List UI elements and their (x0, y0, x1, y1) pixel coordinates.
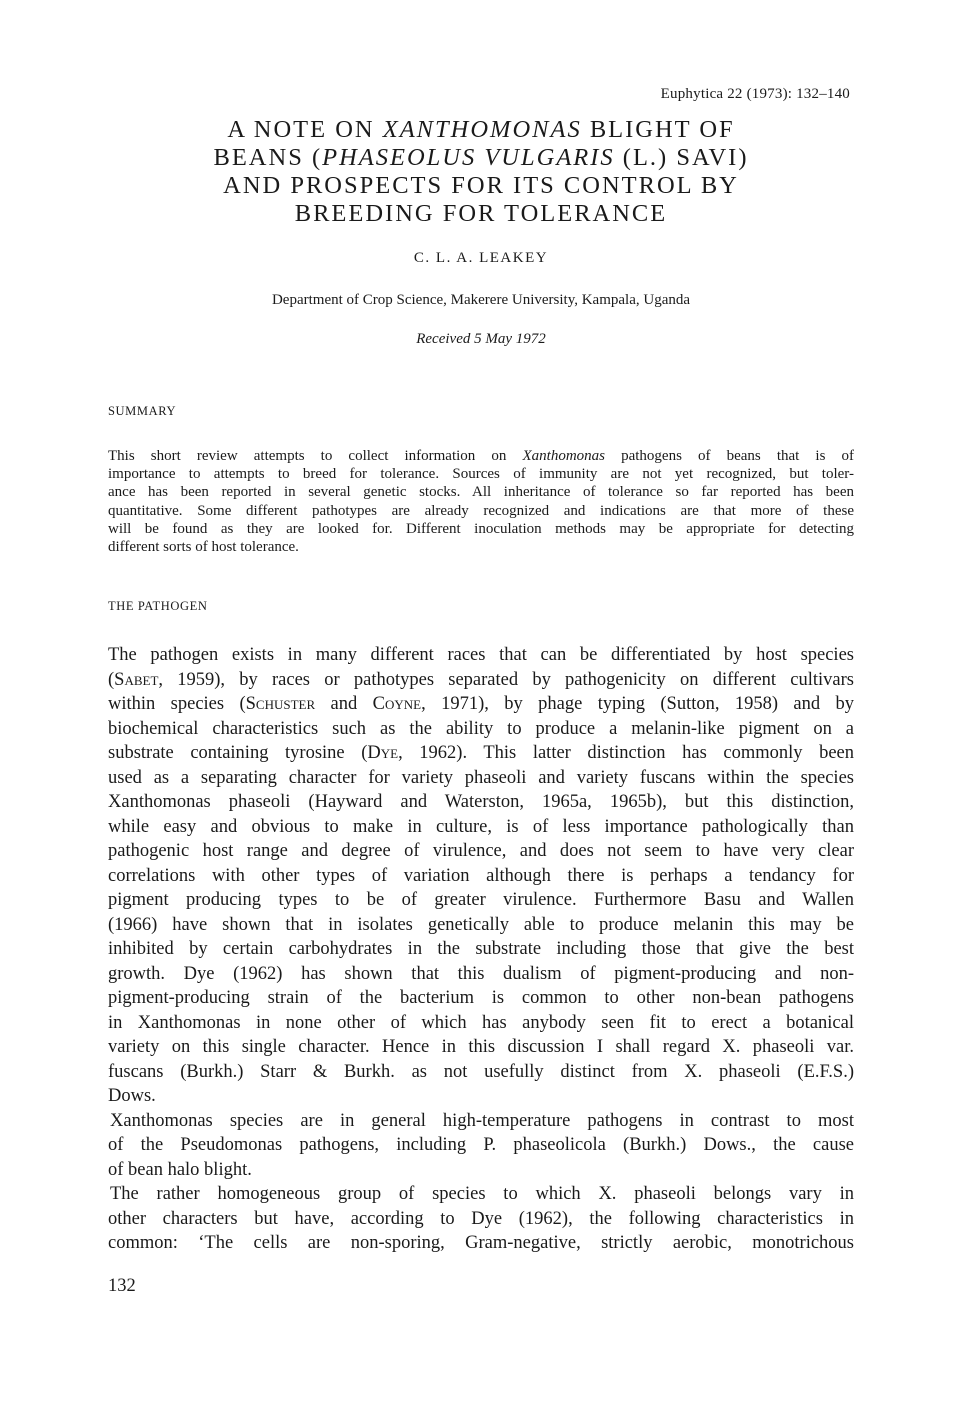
body-line: of the Pseudomonas pathogens, including P. phaseolicola (Burkh.) Dows., the cause (108, 1135, 854, 1155)
body-line: used as a separating character for variety phaseoli and variety fuscans within the species (108, 767, 854, 788)
body-line: of bean halo blight. (108, 1159, 252, 1180)
summary-line: quantitative. Some different pathotypes are already recognized and indications are that more of these (108, 502, 854, 519)
body-line: other characters but have, according to Dye (1962), the following characteristics in (108, 1208, 854, 1229)
body-line: The pathogen exists in many different races that can be differentiated by host species (108, 645, 854, 665)
author-affiliation: Department of Crop Science, Makerere University, Kampala, Uganda (271, 292, 691, 308)
summary-line: different sorts of host tolerance. (108, 539, 299, 556)
body-line: variety on this single character. Hence in this discussion I shall regard X. phaseoli var. (108, 1037, 854, 1057)
title-line: BEANS (PHASEOLUS VULGARIS (L.) SAVI) (213, 144, 749, 171)
summary-heading: SUMMARY (108, 404, 177, 418)
title-line: BREEDING FOR TOLERANCE (294, 200, 668, 227)
pathogen-text (108, 643, 854, 1256)
title-line: A NOTE ON XANTHOMONAS BLIGHT OF (227, 116, 735, 143)
body-line: common: ‘The cells are non-sporing, Gram-negative, strictly aerobic, monotrichous (108, 1233, 854, 1253)
body-line: (1966) have shown that in isolates genetically able to produce melanin this may be (108, 914, 854, 935)
paper-title (108, 116, 854, 228)
body-line: fuscans (Burkh.) Starr & Burkh. as not usefully distinct from X. phaseoli (E.F.S.) (108, 1061, 854, 1082)
body-line: substrate containing tyrosine (Dye, 1962). This latter distinction has commonly been (108, 743, 854, 763)
body-line: inhibited by certain carbohydrates in the substrate including those that give the best (108, 939, 854, 959)
summary-line: will be found as they are looked for. Different inoculation methods may be appropriate for detecting (108, 520, 854, 537)
body-line: (Sabet, 1959), by races or pathotypes separated by pathogenicity on different cultivars (108, 669, 854, 690)
body-line: The rather homogeneous group of species to which X. phaseoli belongs vary in (110, 1184, 854, 1204)
summary-text (108, 447, 854, 556)
body-line: biochemical characteristics such as the ability to produce a melanin-like pigment on a (108, 718, 854, 739)
body-line: Xanthomonas phaseoli (Hayward and Waterston, 1965a, 1965b), but this distinction, (108, 792, 854, 812)
title-line: AND PROSPECTS FOR ITS CONTROL BY (223, 172, 739, 199)
body-line: pathogenic host range and degree of virulence, and does not seem to have very clear (108, 841, 854, 861)
received-date: Received 5 May 1972 (416, 331, 546, 347)
author-name: C. L. A. LEAKEY (413, 250, 549, 266)
body-line: while easy and obvious to make in culture, is of less importance pathologically than (108, 816, 854, 837)
pathogen-heading: THE PATHOGEN (108, 599, 208, 613)
body-line: pigment-producing strain of the bacterium is common to other non-bean pathogens (108, 988, 854, 1008)
body-line: Dows. (108, 1086, 156, 1106)
journal-citation: Euphytica 22 (1973): 132–140 (660, 86, 850, 102)
body-line: correlations with other types of variation although there is perhaps a tendancy for (108, 865, 854, 886)
body-line: pigment producing types to be of greater virulence. Furthermore Basu and Wallen (108, 890, 854, 910)
body-line: growth. Dye (1962) has shown that this dualism of pigment-producing and non- (108, 963, 854, 984)
summary-line: This short review attempts to collect information on Xanthomonas pathogens of beans that is of (108, 448, 855, 464)
body-line: in Xanthomonas in none other of which has anybody seen fit to erect a botanical (108, 1012, 854, 1033)
body-line: within species (Schuster and Coyne, 1971), by phage typing (Sutton, 1958) and by (108, 694, 855, 714)
summary-line: ance has been reported in several genetic stocks. All inheritance of tolerance so far reported has been (108, 484, 854, 501)
summary-line: importance to attempts to breed for tolerance. Sources of immunity are not yet recognized, but toler- (108, 466, 854, 483)
body-line: Xanthomonas species are in general high-temperature pathogens in contrast to most (110, 1110, 854, 1131)
page-number: 132 (108, 1276, 136, 1296)
